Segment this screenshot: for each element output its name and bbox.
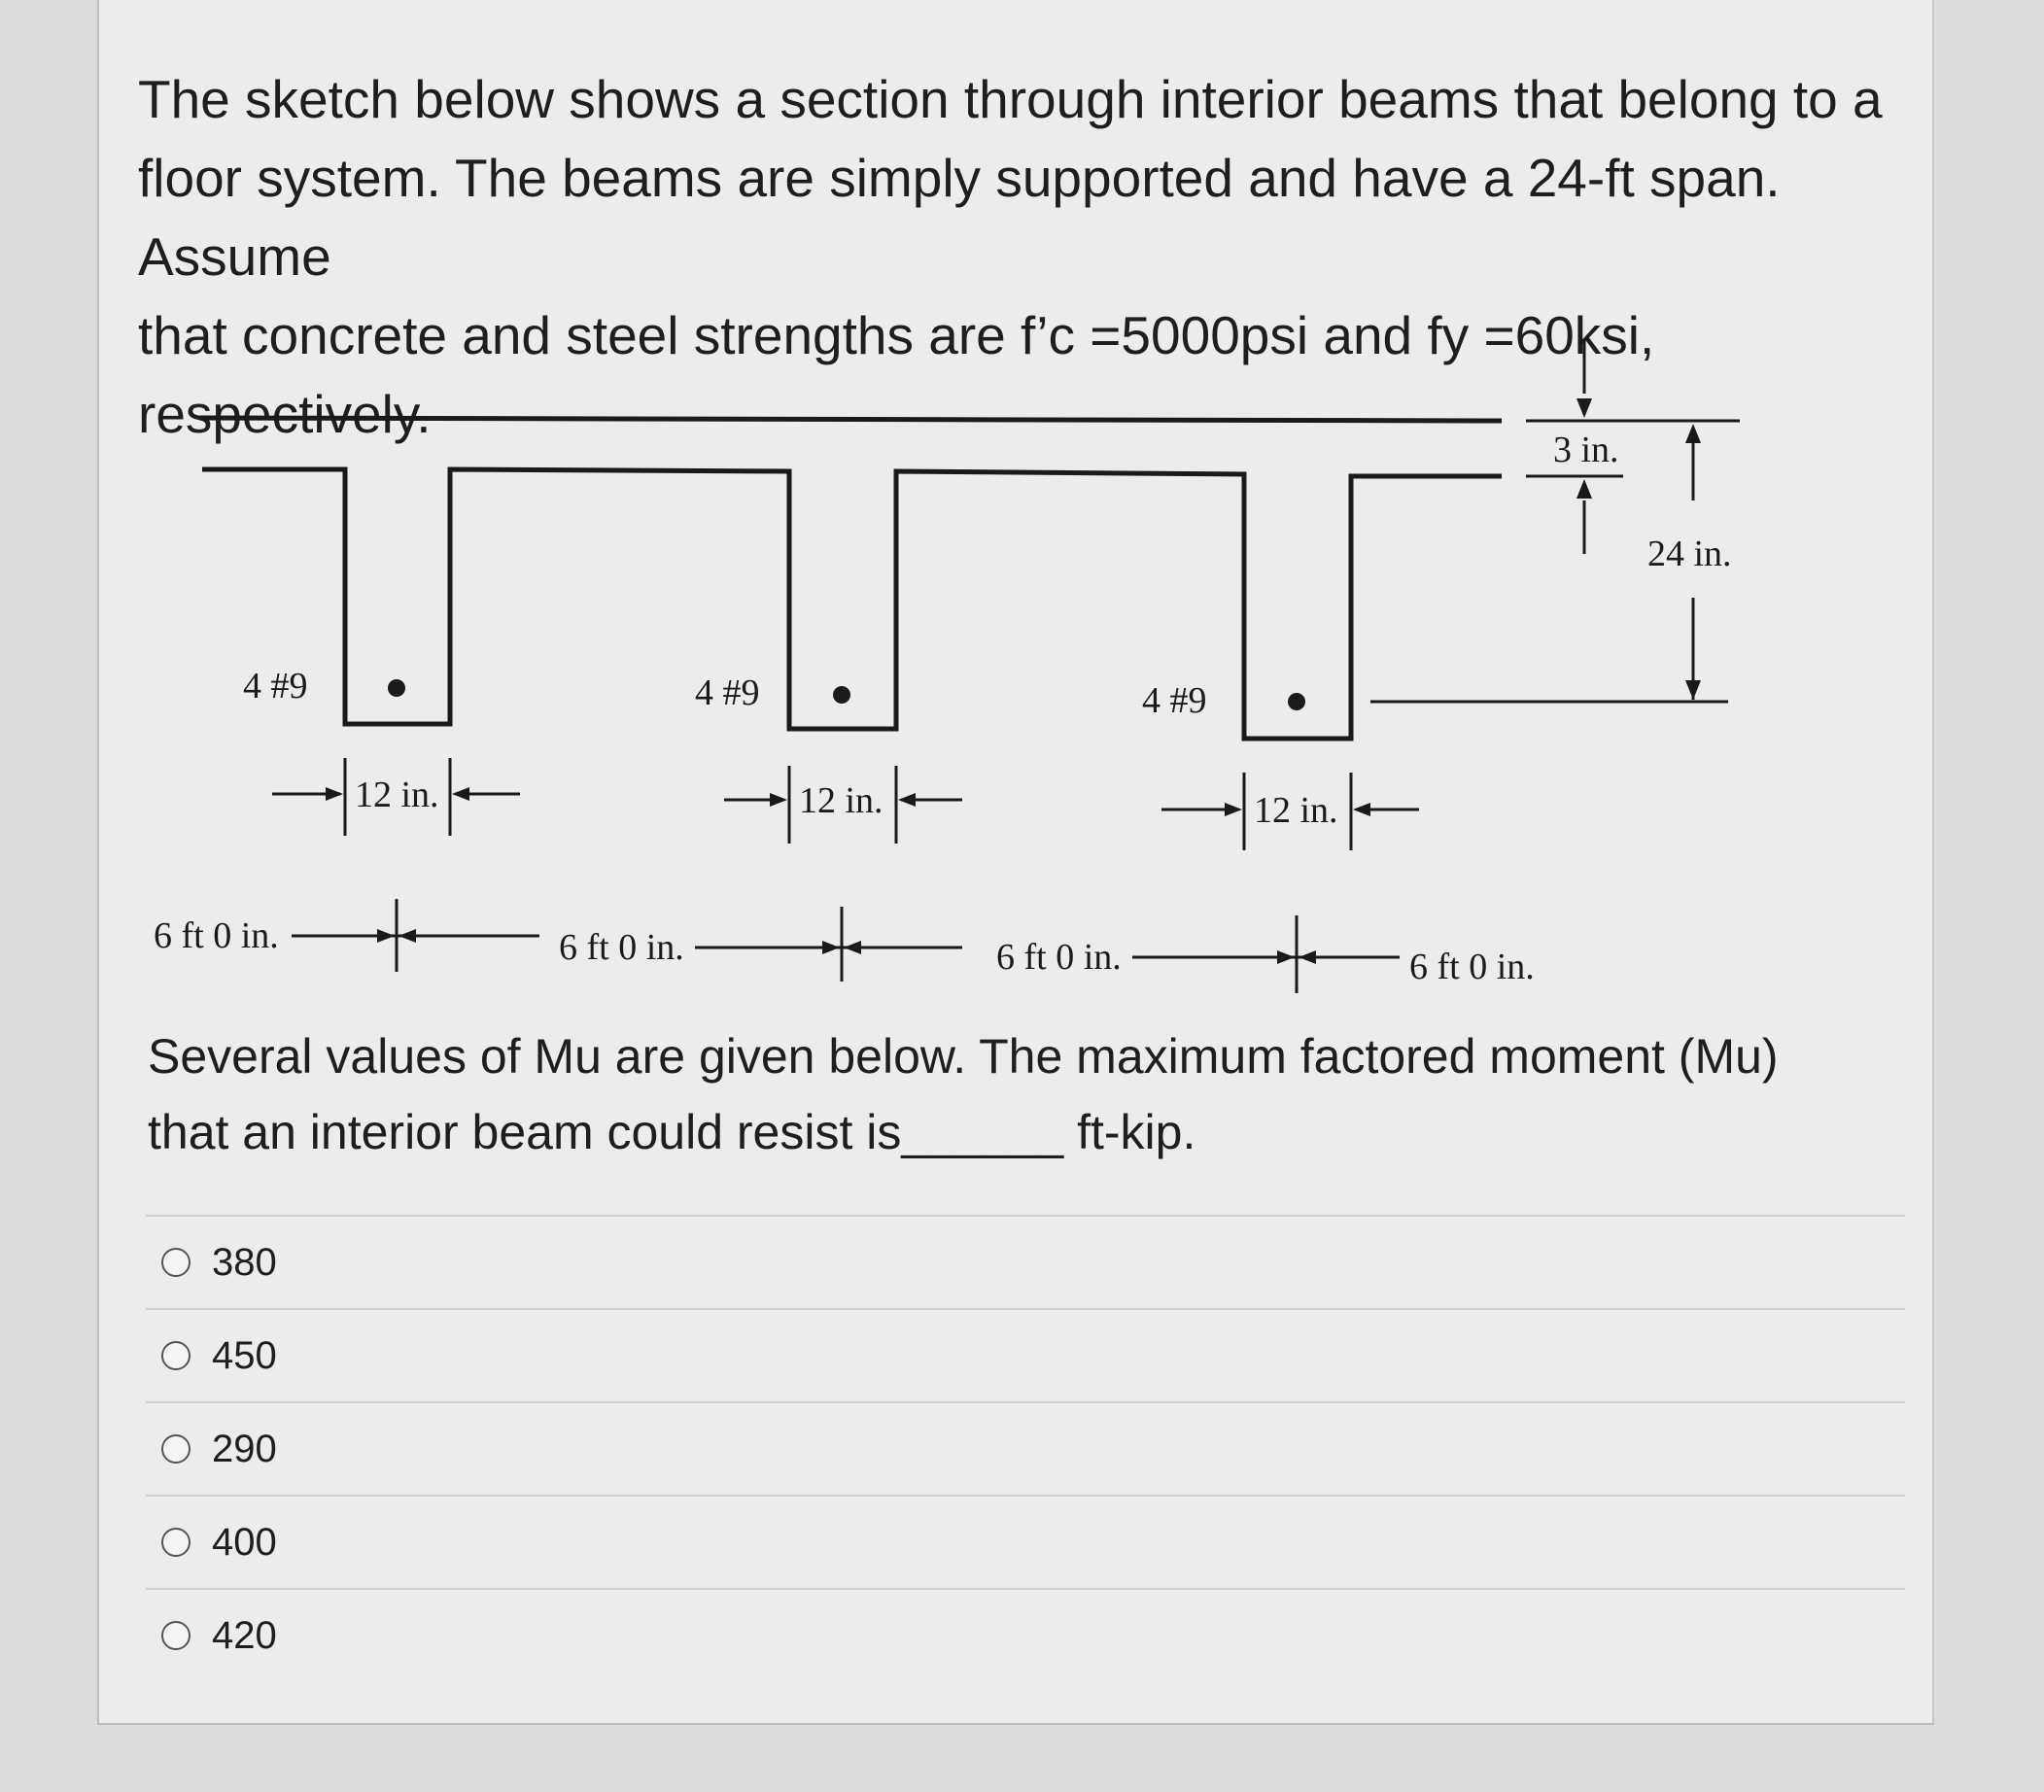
rebar-label-1: 4 #9 <box>243 666 308 706</box>
option-label: 420 <box>212 1613 277 1657</box>
option-5[interactable] <box>146 1588 1905 1681</box>
rebar-dot-3 <box>1288 693 1305 710</box>
beam-section-figure <box>146 321 1779 1020</box>
slab-thickness-label: 3 in. <box>1553 430 1619 470</box>
rebar-dot-2 <box>833 686 850 704</box>
rebar-label-2: 4 #9 <box>695 672 760 713</box>
radio-button-icon[interactable] <box>161 1528 191 1557</box>
option-4[interactable] <box>146 1495 1905 1588</box>
spacing-label-3: 6 ft 0 in. <box>996 937 1122 978</box>
radio-button-icon[interactable] <box>161 1434 191 1464</box>
option-label: 400 <box>212 1520 277 1564</box>
depth-dims <box>1370 340 1740 702</box>
sub-question-text <box>148 1018 1897 1170</box>
answer-options <box>146 1215 1905 1681</box>
rebar-dot-1 <box>388 679 405 697</box>
question-line-2: floor system. The beams are simply supported and have a 24-ft span. Assume <box>138 148 1781 287</box>
spacing-arrowheads <box>377 929 1316 964</box>
spacing-label-2: 6 ft 0 in. <box>559 927 684 968</box>
total-depth-label: 24 in. <box>1647 534 1732 574</box>
web-width-label-2: 12 in. <box>799 780 883 821</box>
radio-button-icon[interactable] <box>161 1621 191 1650</box>
option-2[interactable] <box>146 1308 1905 1401</box>
beam-section-drawing <box>146 321 1779 1020</box>
spacing-label-1: 6 ft 0 in. <box>154 915 279 956</box>
option-label: 290 <box>212 1427 277 1470</box>
option-3[interactable] <box>146 1401 1905 1495</box>
question-line-1: The sketch below shows a section through interior beams that belong to a <box>138 69 1883 129</box>
option-label: 450 <box>212 1333 277 1377</box>
spacing-dims <box>292 899 1400 993</box>
radio-button-icon[interactable] <box>161 1341 191 1370</box>
question-line-3: that concrete and steel strengths are f’c =5000psi and fy =60ksi, respectively. <box>138 305 1655 444</box>
radio-button-icon[interactable] <box>161 1248 191 1277</box>
option-1[interactable] <box>146 1215 1905 1308</box>
option-label: 380 <box>212 1240 277 1284</box>
web-width-label-3: 12 in. <box>1254 790 1338 831</box>
sub-question-line-2: that an interior beam could resist is______ ft-kip. <box>148 1105 1196 1159</box>
sub-question-line-1: Several values of Mu are given below. The maximum factored moment (Mu) <box>148 1029 1779 1084</box>
spacing-label-4: 6 ft 0 in. <box>1409 947 1535 987</box>
web-width-label-1: 12 in. <box>355 775 439 815</box>
rebar-label-3: 4 #9 <box>1142 680 1207 721</box>
